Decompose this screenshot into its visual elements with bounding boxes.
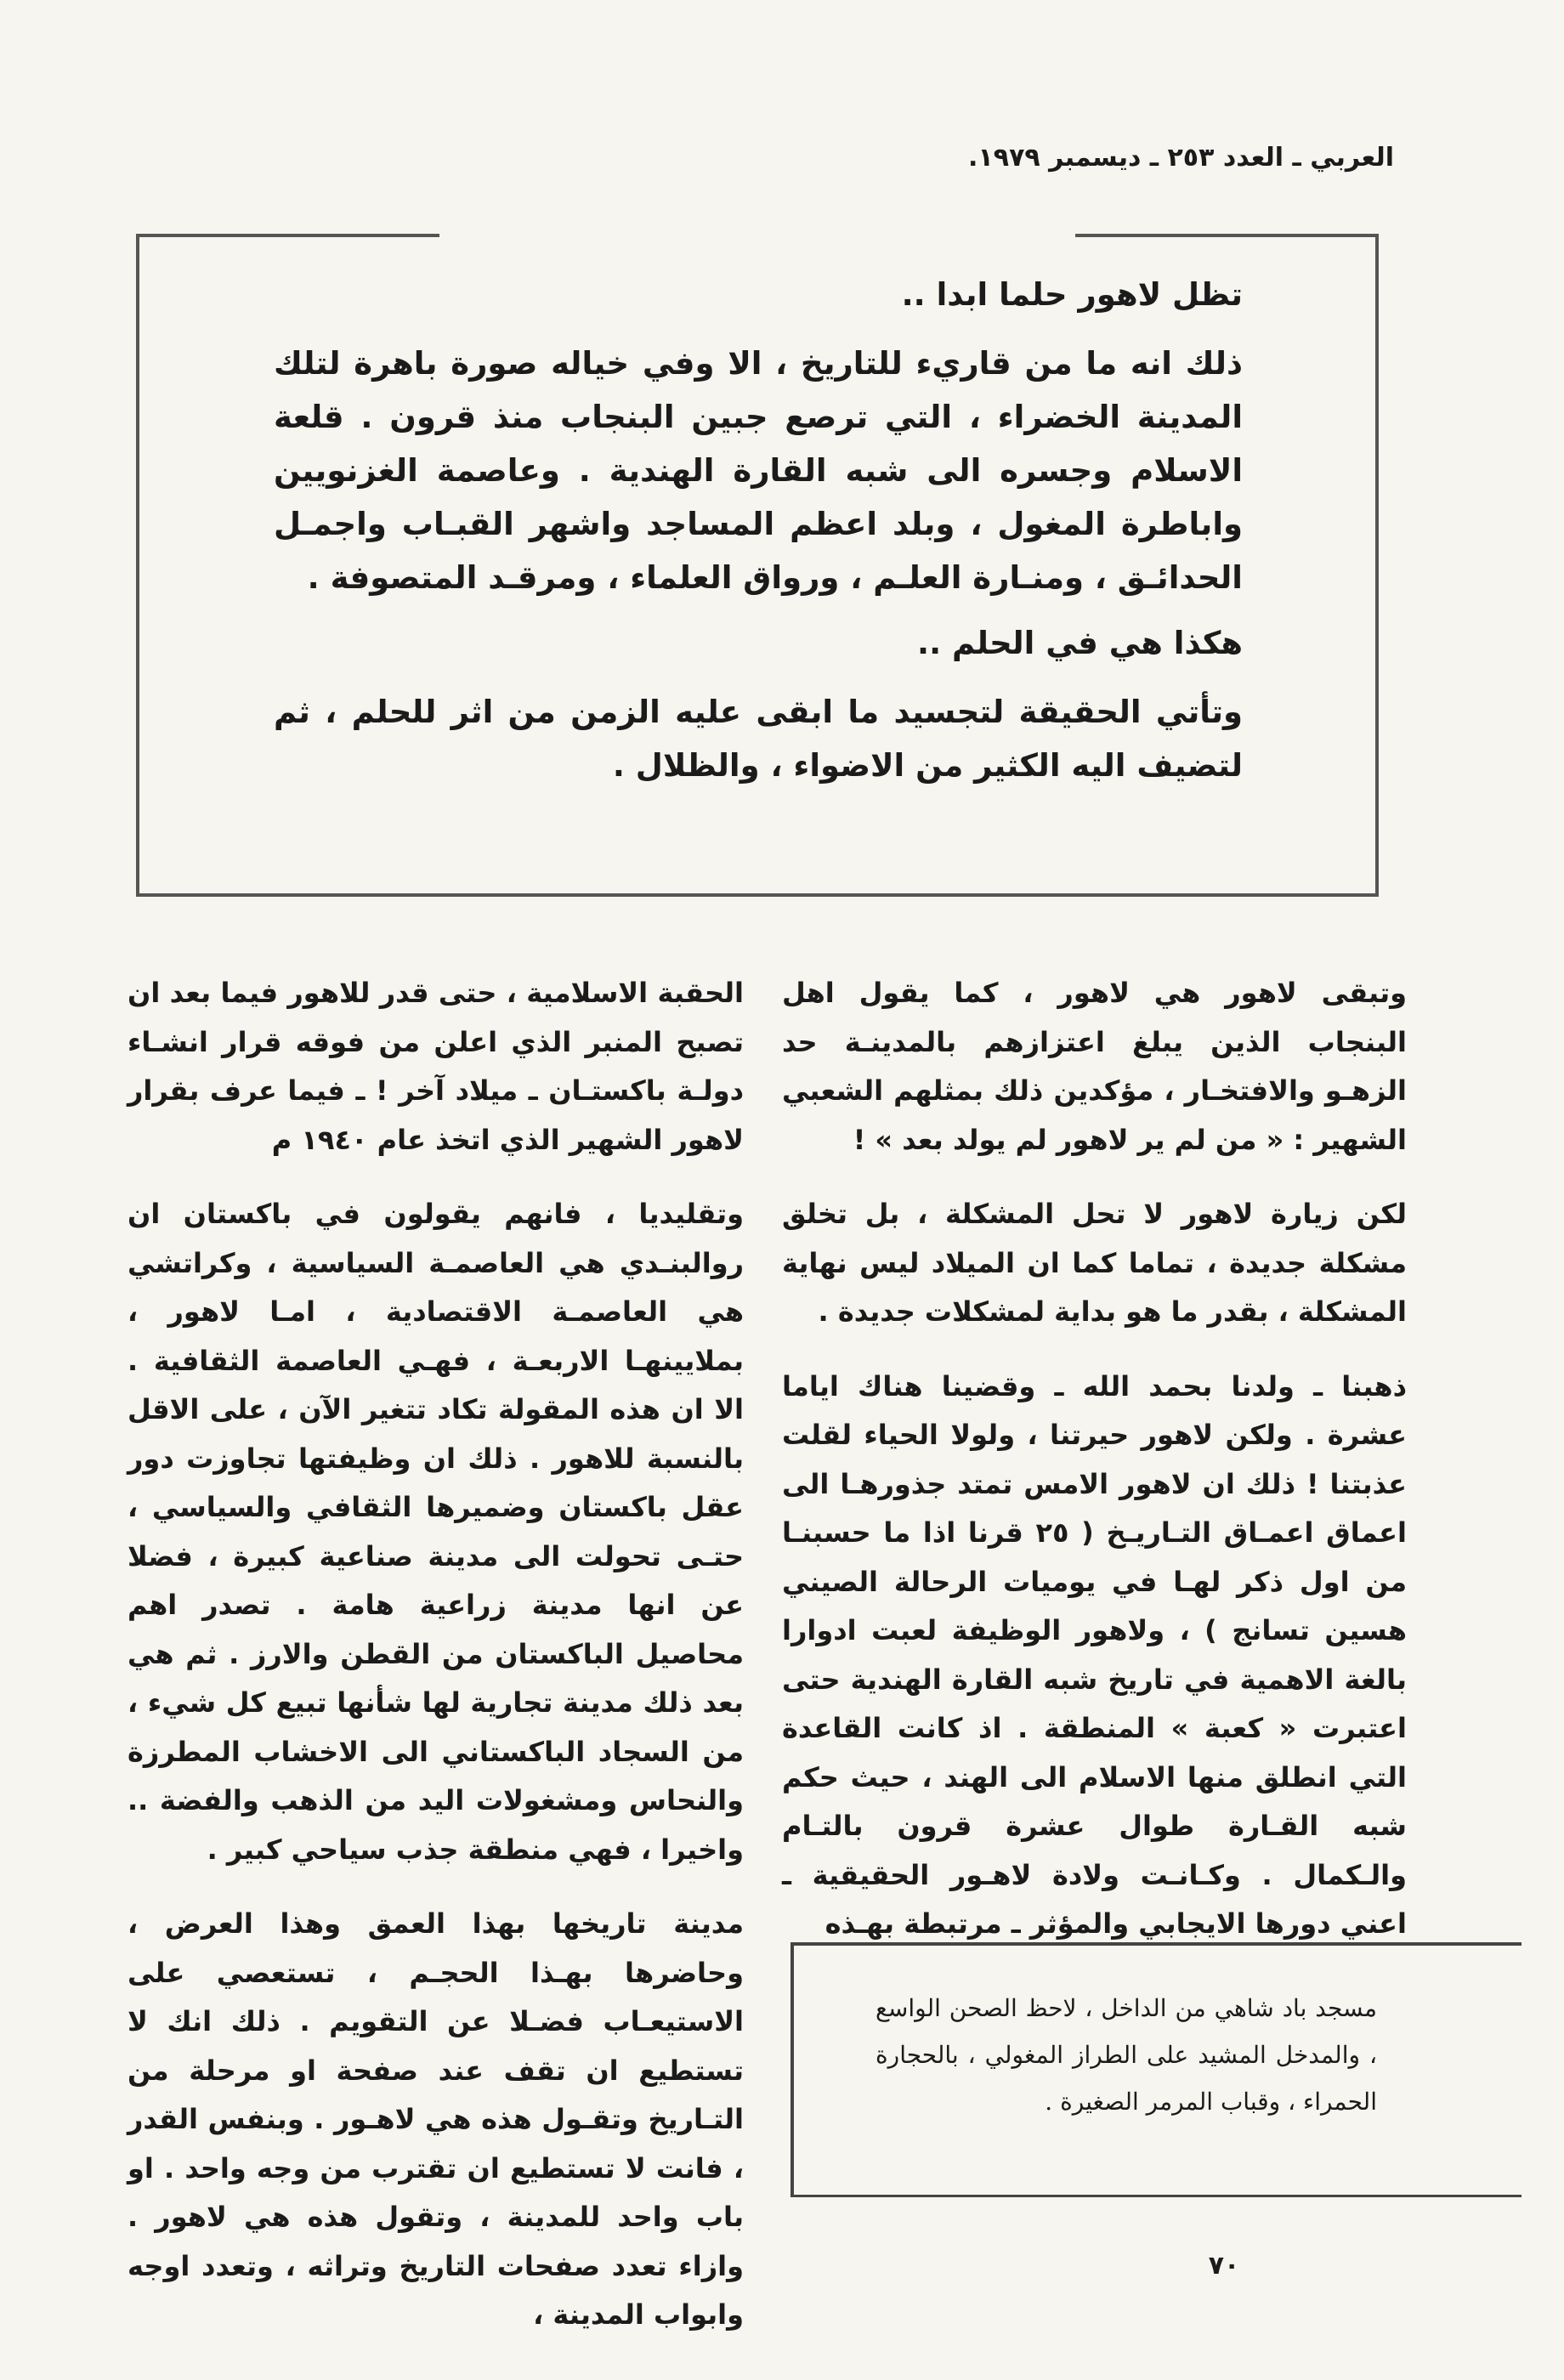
photo-caption-frame	[790, 1942, 1522, 2197]
intro-paragraph-3: هكذا هي في الحلم ..	[917, 625, 1243, 661]
page-number: ٧٠	[1208, 2251, 1240, 2281]
intro-frame	[136, 234, 1379, 897]
frame-border-right	[1375, 234, 1379, 897]
right-paragraph-3: ذهبنا ـ ولدنا بحمد الله ـ وقضينا هناك اياما عشرة . ولكن لاهور حيرتنا ، ولولا الحياء لقلت عذبتنا ! ذلك ان لاهور الامس تمتد جذورهـا الى اعماق اعمـاق التـاريـخ ( ٢٥ قرنا اذا ما حسبنـا من اول ذكر لهـا في يوميات الرحالة الصيني هسين تسانج ) ، ولاهور الوظيفة لعبت ادوارا بالغة الاهمية في تاريخ شبه القارة الهندية حتى اعتبرت « كعبة » المنطقة . اذ كانت القاعدة التي انطلق منها الاسلام الى الهند ، حيث حكم شبه القـارة طوال عشرة قرون بالتـام والـكمال . وكـانـت ولادة لاهـور الحقيقية ـ اعني دورها الايجابي والمؤثر ـ مرتبطة بهـذه	[782, 1369, 1407, 1940]
right-column	[782, 969, 1407, 1949]
caption-border-top	[790, 1942, 1522, 1946]
left-column	[128, 969, 744, 2340]
frame-border-bottom	[136, 893, 1379, 897]
frame-border-left	[136, 234, 139, 897]
right-paragraph-1: وتبقى لاهور هي لاهور ، كما يقول اهل البنجاب الذين يبلغ اعتزازهم بالمدينـة حد الزهـو والافتخـار ، مؤكدين ذلك بمثلهم الشعبي الشهير : « من لم ير لاهور لم يولد بعد » !	[782, 977, 1407, 1156]
intro-paragraph-1: تظل لاهور حلما ابدا ..	[901, 276, 1243, 313]
right-paragraph-2: لكن زيارة لاهور لا تحل المشكلة ، بل تخلق مشكلة جديدة ، تماما كما ان الميلاد ليس نهاية المشكلة ، بقدر ما هو بداية لمشكلات جديدة .	[782, 1198, 1407, 1328]
caption-border-left	[790, 1942, 794, 2197]
intro-paragraph-4: وتأتي الحقيقة لتجسيد ما ابقى عليه الزمن من اثر للحلم ، ثم لتضيف اليه الكثير من الاضواء ، والظلال .	[274, 694, 1243, 784]
caption-border-bottom	[790, 2195, 1522, 2197]
intro-text	[274, 268, 1243, 804]
intro-paragraph-2: ذلك انه ما من قاريء للتاريخ ، الا وفي خياله صورة باهرة لتلك المدينة الخضراء ، التي ترصع جبين البنجاب منذ قرون . قلعة الاسلام وجسره الى شبه القارة الهندية . وعاصمة الغزنويين واباطرة المغول ، وبلد اعظم المساجد واشهر القبـاب واجمـل الحدائـق ، ومنـارة العلـم ، ورواق العلماء ، ومرقـد المتصوفة .	[274, 345, 1243, 596]
left-paragraph-2: وتقليديا ، فانهم يقولون في باكستان ان روالبنـدي هي العاصمـة السياسية ، وكراتشي هي العاصمـة الاقتصادية ، امـا لاهور ، بملايينهـا الاربعـة ، فهـي العاصمة الثقافية . الا ان هذه المقولة تكاد تتغير الآن ، على الاقل بالنسبة للاهور . ذلك ان وظيفتها تجاوزت دور عقل باكستان وضميرها الثقافي والسياسي ، حتـى تحولت الى مدينة صناعية كبيرة ، فضلا عن انها مدينة زراعية هامة . تصدر اهم محاصيل الباكستان من القطن والارز . ثم هي بعد ذلك مدينة تجارية لها شأنها تبيع كل شيء ، من السجاد الباكستاني الى الاخشاب المطرزة والنحاس ومشغولات اليد من الذهب والفضة .. واخيرا ، فهي منطقة جذب سياحي كبير .	[128, 1198, 744, 1866]
running-header: العربي ـ العدد ٢٥٣ ـ ديسمبر ١٩٧٩.	[968, 143, 1394, 173]
photo-caption: مسجد باد شاهي من الداخل ، لاحظ الصحن الواسع ، والمدخل المشيد على الطراز المغولي ، بالحجارة الحمراء ، وقباب المرمر الصغيرة .	[876, 1994, 1377, 2116]
left-paragraph-1: الحقبة الاسلامية ، حتى قدر للاهور فيما بعد ان تصبح المنبر الذي اعلن من فوقه قرار انشـاء دولـة باكستـان ـ ميلاد آخر ! ـ فيما عرف بقرار لاهور الشهير الذي اتخذ عام ١٩٤٠ م	[128, 977, 744, 1156]
left-paragraph-3: مدينة تاريخها بهذا العمق وهذا العرض ، وحاضرها بهـذا الحجـم ، تستعصي على الاستيعـاب فضـلا عن التقويم . ذلك انك لا تستطيع ان تقف عند صفحة او مرحلة من التـاريخ وتقـول هذه هي لاهـور . وبنفس القدر ، فانت لا تستطيع ان تقترب من وجه واحد . او باب واحد للمدينة ، وتقول هذه هي لاهور . وازاء تعدد صفحات التاريخ وتراثه ، وتعدد اوجه وابواب المدينة ،	[128, 1907, 744, 2331]
frame-border-top-left	[136, 234, 439, 237]
frame-border-top-right	[1075, 234, 1379, 237]
